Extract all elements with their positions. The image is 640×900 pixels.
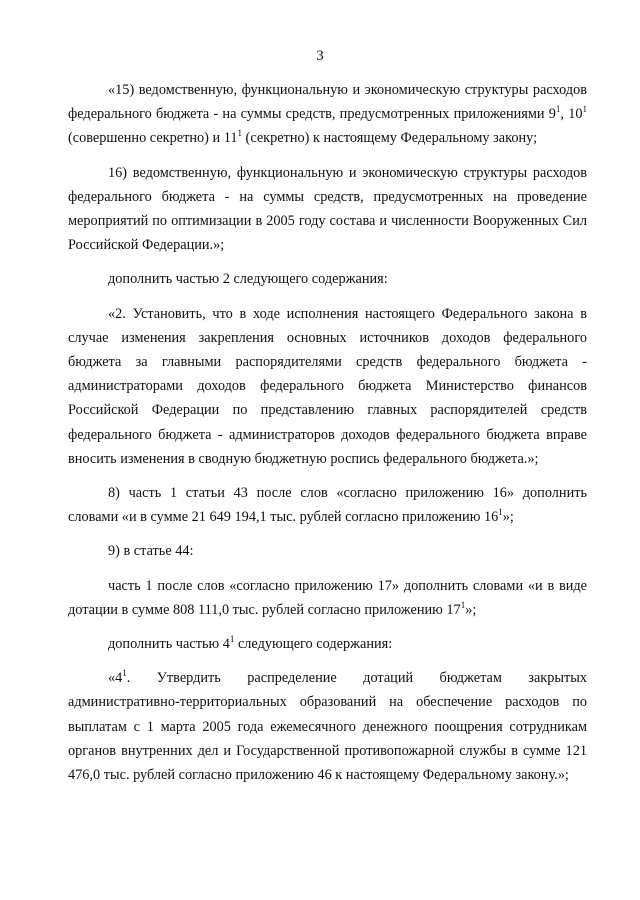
superscript: 1 [122, 668, 127, 679]
text-run: «2. Установить, что в ходе исполнения настоящего Федерального закона в случае изменения закрепления основных источников доходов федерального бюджета за главными распорядителями средств федерального бюджета - администраторами доходов федерального бюджета Министерство финансов Российской Федерации по представлению главных распорядителей средств федерального бюджета - администраторов доходов федерального бюджета вправе вносить изменения в сводную бюджетную роспись федерального бюджета.»; [68, 305, 587, 467]
text-run: »; [502, 509, 514, 526]
paragraph-add-part-2 [68, 267, 587, 291]
superscript: 1 [237, 128, 242, 139]
text-run: (совершенно секретно) и 11 [68, 130, 238, 147]
paragraph-add-part-4-1 [68, 632, 587, 656]
text-run: дополнить частью 4 [108, 636, 230, 653]
paragraph-item-8 [68, 481, 587, 529]
text-run: 9) в статье 44: [108, 543, 194, 560]
paragraph-part-2 [68, 302, 587, 471]
text-run: «15) ведомственную, функциональную и экономическую структуры расходов федерального бюджета - на суммы средств, предусмотренных приложениями 9 [68, 82, 587, 123]
paragraph-item-9 [68, 539, 587, 563]
text-run: »; [465, 601, 477, 618]
paragraph-item-15 [68, 78, 587, 151]
superscript: 1 [498, 507, 503, 518]
text-run: 8) часть 1 статьи 43 после слов «согласно приложению 16» дополнить словами «и в сумме 21 649 194,1 тыс. рублей согласно приложению 16 [68, 485, 587, 526]
superscript: 1 [582, 104, 587, 115]
text-run: , 10 [560, 106, 583, 123]
superscript: 1 [460, 600, 466, 611]
paragraph-part-1-article-44 [68, 574, 587, 622]
text-run: «4 [108, 670, 123, 687]
text-run: дополнить частью 2 следующего содержания: [108, 271, 388, 288]
document-body [68, 78, 587, 797]
text-run: следующего содержания: [234, 636, 393, 653]
paragraph-part-4-1 [68, 666, 587, 787]
text-run: (секретно) к настоящему Федеральному закону; [241, 130, 538, 147]
text-run: 16) ведомственную, функциональную и экономическую структуры расходов федерального бюджета - на суммы средств, предусмотренных на проведение мероприятий по оптимизации в 2005 году состава и численности Вооруженных Сил Российской Федерации.»; [68, 164, 587, 254]
page-number: 3 [316, 48, 324, 64]
text-run: . Утвердить распределение дотаций бюджетам закрытых административно-территориальных образований на обеспечение расходов по выплатам с 1 марта 2005 года ежемесячного денежного поощрения сотрудникам органов внутренних дел и Государственной противопожарной службы в сумме 121 476,0 тыс. рублей согласно приложению 46 к настоящему Федеральному закону.»; [68, 670, 587, 784]
text-run: часть 1 после слов «согласно приложению 17» дополнить словами «и в виде дотации в сумме 808 111,0 тыс. рублей согласно приложению 17 [68, 577, 587, 618]
superscript: 1 [229, 634, 235, 645]
superscript: 1 [555, 104, 561, 115]
paragraph-item-16 [68, 161, 587, 258]
